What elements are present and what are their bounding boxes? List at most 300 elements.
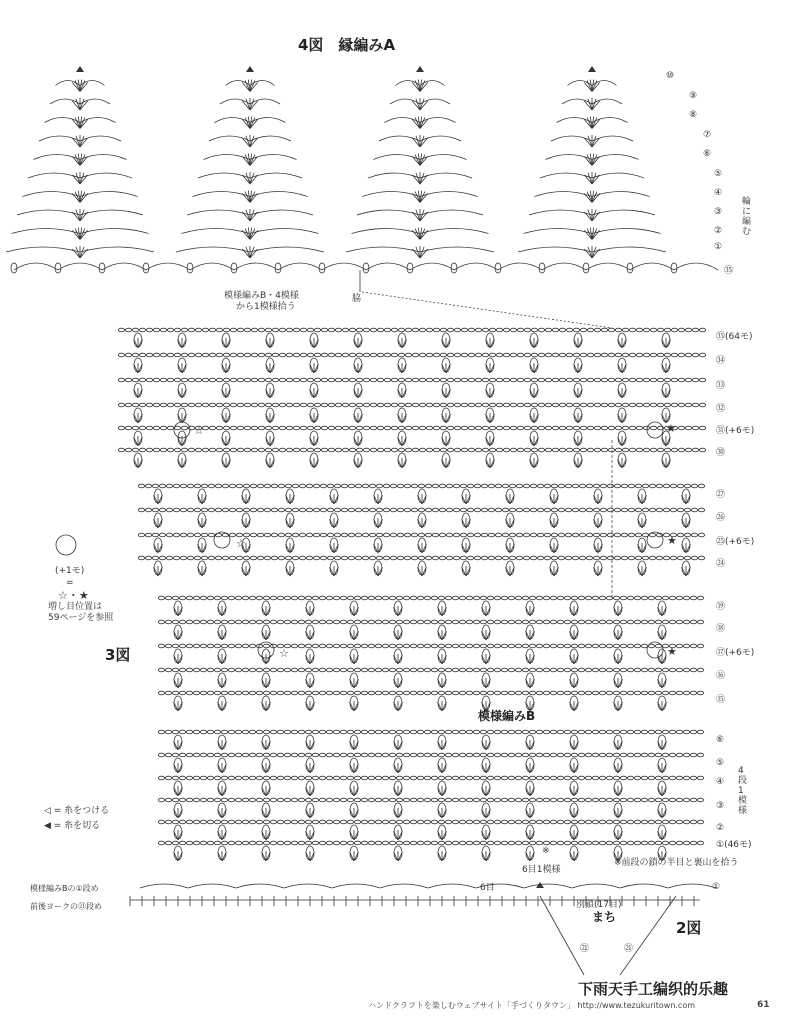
fig3-row-15-chain (599, 730, 605, 734)
fig3-row-1-chain (174, 353, 180, 357)
fig3-row-14-chain (438, 691, 444, 695)
fig3-row-4-chain (132, 426, 138, 430)
fig3-row-19-chain (571, 820, 577, 824)
fig3-row-16-chain (662, 753, 668, 757)
fig3-row-4-chain (181, 426, 187, 430)
fig3-row-20-chain (487, 841, 493, 845)
fig3-row-15-chain (305, 730, 311, 734)
fig3-row-13-chain (599, 668, 605, 672)
fig3-row-5-chain (552, 448, 558, 452)
fig3-row-6-chain (383, 484, 389, 488)
fig3-row-8-chain (474, 533, 480, 537)
fig3-row-4-chain (216, 426, 222, 430)
fig3-row-1-chain (468, 353, 474, 357)
star-filled-2: ★ (667, 534, 677, 547)
fig3-row-11-chain (417, 620, 423, 624)
fig3-row-20-chain (193, 841, 199, 845)
star-open-1: ☆ (194, 424, 204, 437)
fig3-row-9-chain (418, 556, 424, 560)
fig3-row-16-chain (284, 753, 290, 757)
fig3-row-17-chain (634, 776, 640, 780)
fig3-row-11-chain (606, 620, 612, 624)
fig3-row-2-chain (601, 378, 607, 382)
fig3-row-2-chain (335, 378, 341, 382)
fig3-row-7-chain (376, 508, 382, 512)
fig3-row-13-chain (508, 668, 514, 672)
fig3-row-10-chain (599, 596, 605, 600)
fig3-row-12-chain (354, 644, 360, 648)
pineapple-motif-2 (176, 247, 250, 252)
fig3-row-12-chain (263, 644, 269, 648)
fig3-row-14-chain (368, 691, 374, 695)
fig3-row-5-chain (517, 448, 523, 452)
fig3-row-15-chain (277, 730, 283, 734)
fig3-row-3-chain (223, 403, 229, 407)
fig3-row-1-chain (363, 353, 369, 357)
fig3-row-4-chain (293, 426, 299, 430)
pineapple-motif-1 (80, 136, 84, 147)
fig3-row-1-chain (237, 353, 243, 357)
fig3-row-0-chain (699, 328, 705, 332)
fig3-row-14-chain (543, 691, 549, 695)
fig3-row-13-chain (200, 668, 206, 672)
fig3-row-9-chain (355, 556, 361, 560)
fig3-row-15-chain (669, 730, 675, 734)
fig3-row-11-chain (592, 620, 598, 624)
fig3-row-20-chain (242, 841, 248, 845)
fig3-row-13-chain (662, 668, 668, 672)
fig3-row-8-chain (677, 533, 683, 537)
fig3-row-2-chain (237, 378, 243, 382)
fig3-row-10-chain (669, 596, 675, 600)
fig3-row-17-chain (536, 776, 542, 780)
fig3-row-20-chain (627, 841, 633, 845)
fig3-row-16-chain (249, 753, 255, 757)
fig3-row-8-chain (446, 533, 452, 537)
fig3-row-14-chain (256, 691, 262, 695)
fig3-row-16-chain (515, 753, 521, 757)
fig3-row-20-chain (669, 841, 675, 845)
fig4-base-arch (366, 263, 410, 270)
fig3-row-11-chain (690, 620, 696, 624)
fig4-base-arch (542, 263, 586, 270)
fig3-row-8-chain (551, 533, 557, 537)
fig3-row-19-chain (305, 820, 311, 824)
fig3-row-20-chain (501, 841, 507, 845)
fig3-row-2-chain (699, 378, 705, 382)
fig3-row-14-chain (634, 691, 640, 695)
fig3-row-3-chain (545, 403, 551, 407)
fig3-row-0-chain (160, 328, 166, 332)
fig3-row-16-chain (529, 753, 535, 757)
fig3-row-10-chain (613, 596, 619, 600)
pineapple-motif-3 (412, 212, 420, 221)
fig3-row-5-chain (223, 448, 229, 452)
fig3-row-10-chain (571, 596, 577, 600)
fig3-row-1-chain (545, 353, 551, 357)
fig3-row-16-chain (487, 753, 493, 757)
fig3-row-2-chain (328, 378, 334, 382)
fig3-row-0-chain (643, 328, 649, 332)
fig3-row-9-chain (502, 556, 508, 560)
fig3-row-6-chain (579, 484, 585, 488)
fig3-row-13-chain (361, 668, 367, 672)
fig3-row-2-chain (307, 378, 313, 382)
fig3-row-5-chain (657, 448, 663, 452)
fig3-row-0-chain (125, 328, 131, 332)
fig3-row-15-chain (319, 730, 325, 734)
fig3-row-7-chain (173, 508, 179, 512)
fig3-row-13-chain (466, 668, 472, 672)
fig3-row-12-chain (403, 644, 409, 648)
fig2-arch (572, 884, 620, 888)
fig3-row-9-chain (397, 556, 403, 560)
fig3-row-2-chain (643, 378, 649, 382)
fig3-row-15-chain (634, 730, 640, 734)
fig3-row-20-chain (382, 841, 388, 845)
fig3-row-7-chain (656, 508, 662, 512)
fig3-row-19-chain (284, 820, 290, 824)
fig3-row-9-chain (278, 556, 284, 560)
fig3-row-15-chain (606, 730, 612, 734)
fig3-row-11-chain (340, 620, 346, 624)
fig3-row-4-chain (468, 426, 474, 430)
fig3-row-10-chain (368, 596, 374, 600)
fig3-row-14-chain (585, 691, 591, 695)
fig3-row-16-chain (228, 753, 234, 757)
fig3-row-6-chain (229, 484, 235, 488)
fig3-row-20-chain (354, 841, 360, 845)
fig3-row-9-chain (299, 556, 305, 560)
fig3-row-6-chain (369, 484, 375, 488)
fig3-row-11-chain (683, 620, 689, 624)
fig3-row-14-chain (522, 691, 528, 695)
fig3-row-15-chain (529, 730, 535, 734)
fig4-row-3: ③ (714, 207, 723, 217)
fig3-row-9-chain (509, 556, 515, 560)
fig3-row-18-chain (487, 798, 493, 802)
fig3-row-17-chain (501, 776, 507, 780)
fig3-row-19-chain (641, 820, 647, 824)
fig3-row-2-chain (440, 378, 446, 382)
fig3-row-6-chain (698, 484, 704, 488)
fig3-row-8-chain (292, 533, 298, 537)
fig3-row-16-chain (473, 753, 479, 757)
fig3-row-7-chain (334, 508, 340, 512)
fig3-row-0-chain (328, 328, 334, 332)
fig3-row-20-chain (662, 841, 668, 845)
fig3-row-1-chain (195, 353, 201, 357)
fig3-row-20-chain (480, 841, 486, 845)
fig3-row-15-chain (459, 730, 465, 734)
fig3-row-5-chain (398, 448, 404, 452)
fig3-row-14-chain (690, 691, 696, 695)
fig3-row-7-chain (677, 508, 683, 512)
fig3-row-4-chain (496, 426, 502, 430)
fig3-row-9-chain (404, 556, 410, 560)
fig3-row-19-chain (221, 820, 227, 824)
fig3-row-4-chain (636, 426, 642, 430)
fig3-row-1-chain (384, 353, 390, 357)
pineapple-motif-4 (592, 249, 600, 258)
fig3-row-9-chain (180, 556, 186, 560)
fig3-row-4-chain (552, 426, 558, 430)
fig3-row-2-chain (489, 378, 495, 382)
fig3-row-12-chain (242, 644, 248, 648)
fig3-row-20-chain (214, 841, 220, 845)
fig3-row-18-chain (193, 798, 199, 802)
fig4-base-cluster (231, 263, 237, 273)
fig3-row-10-chain (641, 596, 647, 600)
fig3-row-2-chain (538, 378, 544, 382)
fig3-row-17-chain (410, 776, 416, 780)
fig3-row-14-chain (648, 691, 654, 695)
fig3-row-14-chain (270, 691, 276, 695)
fig3-row-18-chain (403, 798, 409, 802)
fig3-row-5-chain (349, 448, 355, 452)
fig3-row-1-chain (692, 353, 698, 357)
fig3-row-2-chain (209, 378, 215, 382)
fig3-row-18-chain (494, 798, 500, 802)
fig3-row-0-chain (237, 328, 243, 332)
fig3-row-20-chain (333, 841, 339, 845)
fig3-row-7-chain (621, 508, 627, 512)
fig3-row-9-chain (320, 556, 326, 560)
pineapple-motif-4 (592, 212, 600, 221)
fig3-row-19-chain (361, 820, 367, 824)
fig3-row-14-chain (662, 691, 668, 695)
fig3-row-20-chain (697, 841, 703, 845)
fig3-row-5-chain (391, 448, 397, 452)
fig3-row-13-chain (382, 668, 388, 672)
fig3-row-15-chain (648, 730, 654, 734)
fig3-row-14-chain (228, 691, 234, 695)
fig3-row-16-chain (676, 753, 682, 757)
fig3-row-5-chain (678, 448, 684, 452)
fig3-row-3-chain (405, 403, 411, 407)
fig3-row-10-chain (200, 596, 206, 600)
fig3-row-7-chain (600, 508, 606, 512)
fig3-row-2-chain (650, 378, 656, 382)
fig3-row-16-chain (403, 753, 409, 757)
fig3-row-0-chain (440, 328, 446, 332)
fig3-row-18-chain (466, 798, 472, 802)
fig3-row-11-chain (487, 620, 493, 624)
fig3-row-5-chain (426, 448, 432, 452)
fig3-row-10-chain (277, 596, 283, 600)
fig3-row-0-chain (433, 328, 439, 332)
fig3-row-17-chain (270, 776, 276, 780)
fig3-row-19-chain (578, 820, 584, 824)
fig3-row-4-chain (356, 426, 362, 430)
fig3-row-3-chain (181, 403, 187, 407)
fig3-row-7-chain (243, 508, 249, 512)
fig3-row-18-chain (375, 798, 381, 802)
fig3-row-19-chain (389, 820, 395, 824)
fig3-row-4-chain (328, 426, 334, 430)
fig3-row-2-chain (405, 378, 411, 382)
fig3-row-20-chain (648, 841, 654, 845)
fig3-row-20-chain (375, 841, 381, 845)
fig3-row-1-chain (426, 353, 432, 357)
fig3-row-4-chain (335, 426, 341, 430)
fig3-row-17-chain (655, 776, 661, 780)
fig3-row-15-chain (543, 730, 549, 734)
fig3-row-8-chain (572, 533, 578, 537)
fig3-row-9-chain (229, 556, 235, 560)
fig3-row-32: ㉜ (716, 404, 726, 414)
fig3-row-10-chain (382, 596, 388, 600)
fig3-row-1-chain (643, 353, 649, 357)
fig3-row-19-chain (333, 820, 339, 824)
fig3-row-12-chain (501, 644, 507, 648)
fig3-row-15-chain (284, 730, 290, 734)
fig3-row-2-chain (293, 378, 299, 382)
fig3-row-2-chain (671, 378, 677, 382)
fig3-row-14-chain (445, 691, 451, 695)
pineapple-motif-3 (416, 247, 420, 258)
fig3-row-9-chain (334, 556, 340, 560)
fig3-row-19-chain (165, 820, 171, 824)
fig3-row-6-chain (208, 484, 214, 488)
fig3-row-14-chain (305, 691, 311, 695)
fig3-row-11-chain (662, 620, 668, 624)
fig3-row-12-chain (515, 644, 521, 648)
fig4-base-arch (102, 263, 146, 270)
front-loop-note: ※前段の鎖の半目と裏山を拾う (614, 858, 739, 868)
fig3-row-19-chain (697, 820, 703, 824)
fig3-row-18-chain (508, 798, 514, 802)
fig3-row-8-chain (159, 533, 165, 537)
fig3-row-13-chain (242, 668, 248, 672)
fig3-row-17-chain (298, 776, 304, 780)
fig3-row-3-chain (195, 403, 201, 407)
fig3-row-17-chain (361, 776, 367, 780)
fig3-row-17-chain (557, 776, 563, 780)
fig3-row-7-chain (551, 508, 557, 512)
fig3-row-5-chain (489, 448, 495, 452)
fig3-row-20-chain (221, 841, 227, 845)
fig3-row-13-chain (214, 668, 220, 672)
fig3-row-20-chain (599, 841, 605, 845)
fig3-row-3-chain (307, 403, 313, 407)
pineapple-motif-4-cut-mark (588, 66, 596, 72)
fig3-row-5-chain (510, 448, 516, 452)
fig3-row-13-chain (578, 668, 584, 672)
fig3-row-0-chain (314, 328, 320, 332)
fig2-arch (380, 884, 428, 888)
fig3-row-15-chain (417, 730, 423, 734)
fig3-row-10-chain (578, 596, 584, 600)
fig3-row-9-chain (446, 556, 452, 560)
fig3-row-7-chain (320, 508, 326, 512)
fig3-row-20-chain (571, 841, 577, 845)
fig3-row-8-chain (278, 533, 284, 537)
fig3-row-19-chain (515, 820, 521, 824)
fig3-row-12-chain (221, 644, 227, 648)
fig3-row-0-chain (489, 328, 495, 332)
pineapple-motif-2 (250, 229, 319, 234)
fig3-row-13-chain (571, 668, 577, 672)
fig3-row-18-chain (690, 798, 696, 802)
fig3-row-14-chain (466, 691, 472, 695)
fig3-row-13-chain (669, 668, 675, 672)
fig3-row-14-chain (571, 691, 577, 695)
fig3-row-12-chain (445, 644, 451, 648)
pineapple-motif-4 (592, 173, 644, 178)
fig3-row-13-chain (319, 668, 325, 672)
fig3-row-17-chain (564, 776, 570, 780)
fig3-row-0-chain (167, 328, 173, 332)
fig3-row-17-chain (529, 776, 535, 780)
fig3-row-6-chain (488, 484, 494, 488)
fig3-row-18-chain (347, 798, 353, 802)
fig3-row-3-chain (433, 403, 439, 407)
fig3-row-5-chain (622, 448, 628, 452)
fig3-row-3-chain (216, 403, 222, 407)
fig3-row-0-chain (496, 328, 502, 332)
fig3-row-11-chain (431, 620, 437, 624)
fig3-row-12-chain (522, 644, 528, 648)
fig3-row-3-chain (447, 403, 453, 407)
fig3-row-2-chain (132, 378, 138, 382)
fig3-row-20-chain (494, 841, 500, 845)
fig4-row-4: ④ (714, 188, 723, 198)
fig3-row-20-chain (690, 841, 696, 845)
fig3-row-15-chain (207, 730, 213, 734)
fig3-row-2-chain (342, 378, 348, 382)
fig3-row-1-chain (272, 353, 278, 357)
fig3-row-4-chain (426, 426, 432, 430)
fig3-row-0-chain (580, 328, 586, 332)
fig3-row-10-chain (445, 596, 451, 600)
fig3-row-2-chain (468, 378, 474, 382)
pineapple-motif-2 (246, 173, 250, 184)
fig3-row-17-chain (319, 776, 325, 780)
fig3-row-17-chain (473, 776, 479, 780)
fig3-row-5-chain (608, 448, 614, 452)
fig3-row-14-chain (312, 691, 318, 695)
fig3-row-1-chain (398, 353, 404, 357)
fig3-row-16-chain (459, 753, 465, 757)
pineapple-motif-1 (80, 247, 154, 252)
fig3-row-3-chain (594, 403, 600, 407)
star-filled-1: ★ (666, 422, 676, 435)
fig3-row-3-chain (412, 403, 418, 407)
fig3-row-17-chain (480, 776, 486, 780)
fig3-row-0-chain (251, 328, 257, 332)
fig3-row-11-chain (214, 620, 220, 624)
fig3-row-18-chain (599, 798, 605, 802)
fig3-row-1-chain (139, 353, 145, 357)
fig3-row-2-chain (447, 378, 453, 382)
fig3-row-14-chain (669, 691, 675, 695)
fig3-row-18-chain (613, 798, 619, 802)
fig3-row-2-chain (636, 378, 642, 382)
fig3-row-19-chain (543, 820, 549, 824)
fig3-row-12-chain (158, 644, 164, 648)
fig3-row-15-chain (452, 730, 458, 734)
fig3-row-19-chain (186, 820, 192, 824)
fig3-row-19-chain (214, 820, 220, 824)
fig3-row-11-chain (697, 620, 703, 624)
fig3-row-0-chain (370, 328, 376, 332)
fig3-row-7-chain (341, 508, 347, 512)
fig3-row-4-chain (475, 426, 481, 430)
fig3-row-6-chain (607, 484, 613, 488)
fig3-row-18-chain (655, 798, 661, 802)
fig3-row-14-chain (375, 691, 381, 695)
